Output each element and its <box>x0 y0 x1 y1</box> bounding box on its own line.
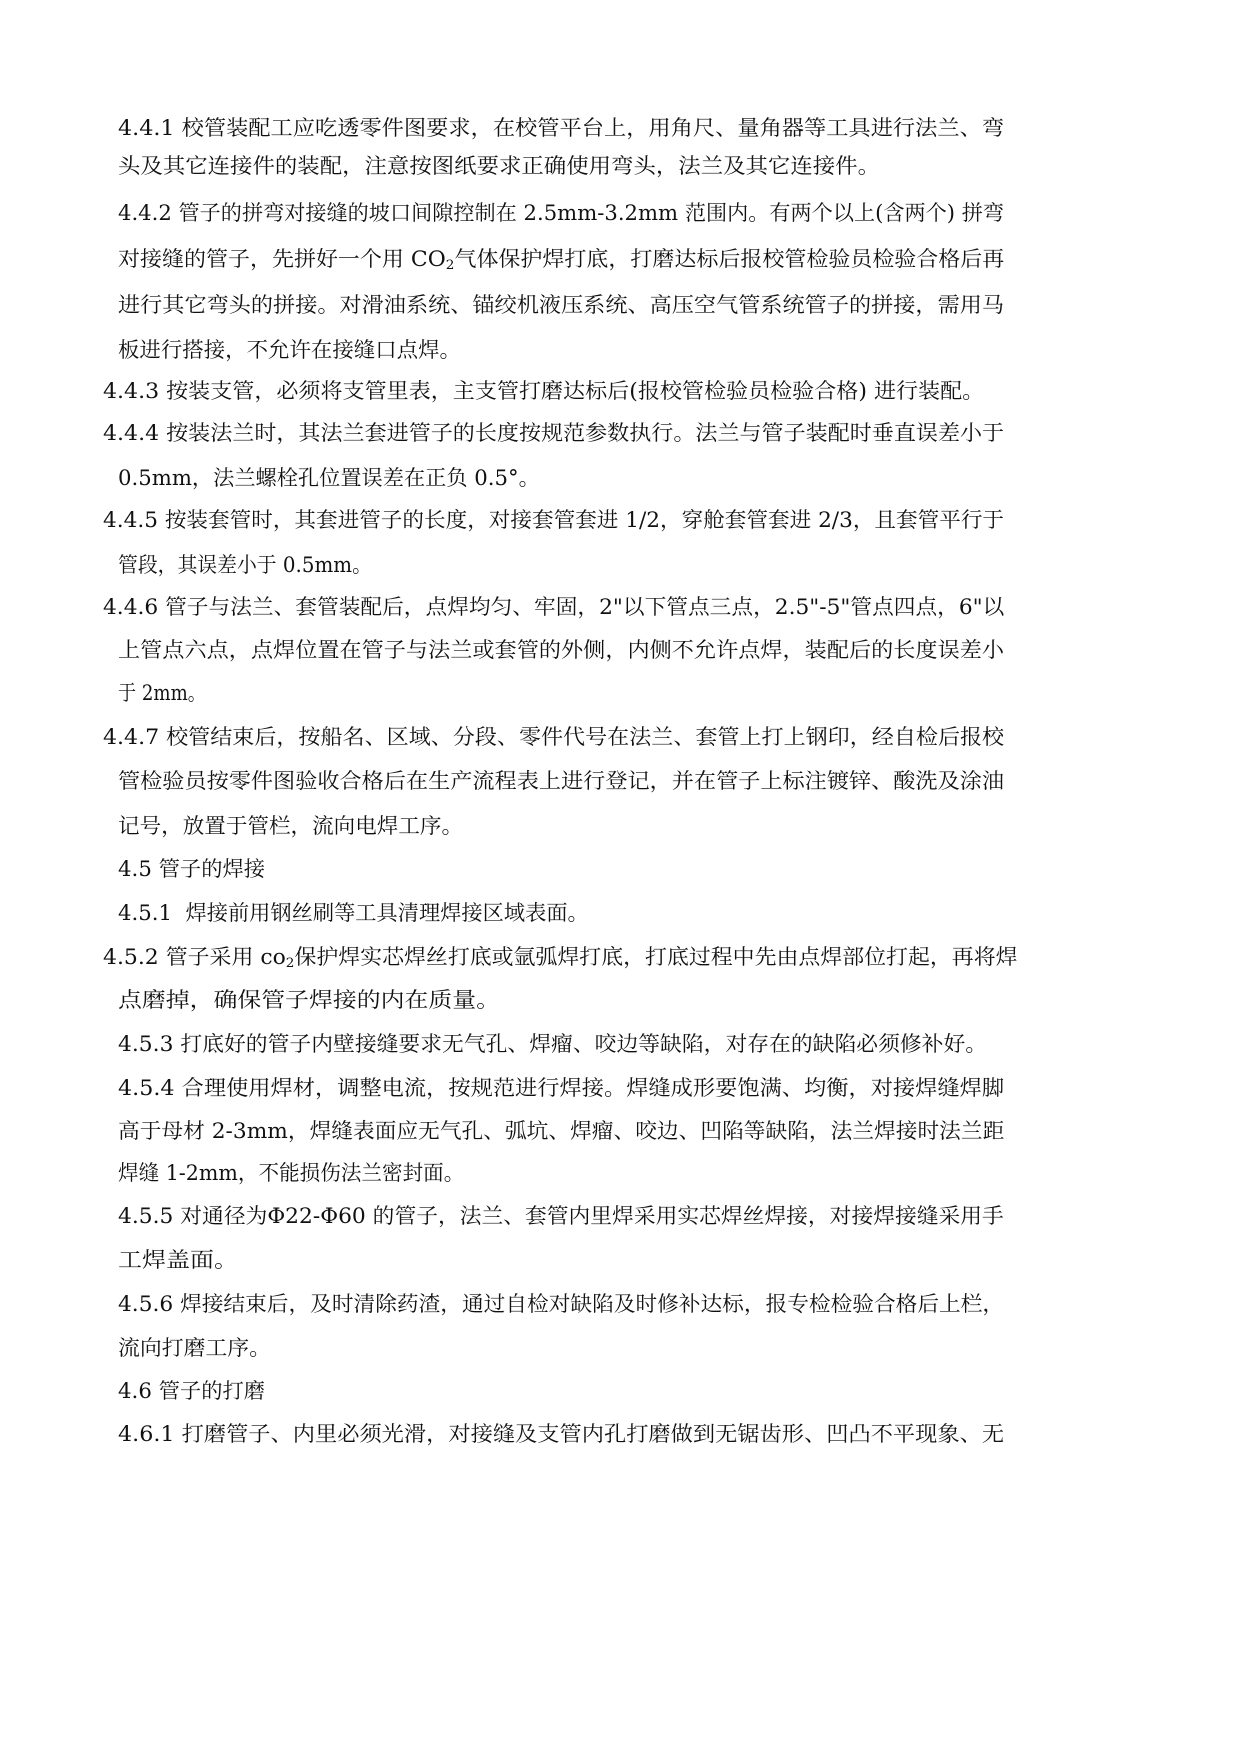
paragraph-4-4-2-line-2 <box>118 244 1004 274</box>
paragraph-4-5-6-line-1: 4.5.6 焊接结束后，及时清除药渣，通过自检对缺陷及时修补达标，报专检检验合格后上栏， <box>118 1292 1005 1316</box>
subscript: 2 <box>445 258 455 273</box>
subscript: 2 <box>285 956 295 971</box>
paragraph-4-4-1-line-2: 头及其它连接件的装配，注意按图纸要求正确使用弯头，法兰及其它连接件。 <box>118 154 880 178</box>
paragraph-4-4-7-line-3: 记号，放置于管栏，流向电焊工序。 <box>118 814 464 838</box>
paragraph-4-6-line-1: 4.6 管子的打磨 <box>118 1379 266 1403</box>
paragraph-4-4-4-line-1: 4.4.4 按装法兰时，其法兰套进管子的长度按规范参数执行。法兰与管子装配时垂直误差小于 <box>103 421 1005 445</box>
paragraph-4-4-3-line-1: 4.4.3 按装支管，必须将支管里表，主支管打磨达标后(报校管检验员检验合格) 进行装配。 <box>103 379 985 403</box>
paragraph-4-4-6-line-1: 4.4.6 管子与法兰、套管装配后，点焊均匀、牢固，2"以下管点三点，2.5"-5"管点四点，6"以 <box>103 595 1005 619</box>
paragraph-4-4-6-line-3: 于 2mm。 <box>118 681 206 705</box>
paragraph-4-4-1-line-1: 4.4.1 校管装配工应吃透零件图要求，在校管平台上，用角尺、量角器等工具进行法兰、弯 <box>118 116 1005 140</box>
paragraph-4-4-5-line-1: 4.4.5 按装套管时，其套进管子的长度，对接套管套进 1/2，穿舱套管套进 2/3，且套管平行于 <box>103 508 1005 532</box>
paragraph-4-5-4-line-2: 高于母材 2-3mm，焊缝表面应无气孔、弧坑、焊瘤、咬边、凹陷等缺陷，法兰焊接时法兰距 <box>118 1119 1005 1143</box>
paragraph-4-4-5-line-2: 管段，其误差小于 0.5mm。 <box>118 553 372 577</box>
text-run: 4.5.2 管子采用 co <box>103 945 286 969</box>
paragraph-4-6-1-line-1: 4.6.1 打磨管子、内里必须光滑，对接缝及支管内孔打磨做到无锯齿形、凹凸不平现象、无 <box>118 1422 1005 1446</box>
paragraph-4-4-2-line-3: 进行其它弯头的拼接。对滑油系统、锚绞机液压系统、高压空气管系统管子的拼接，需用马 <box>118 293 1005 317</box>
paragraph-4-5-4-line-1: 4.5.4 合理使用焊材，调整电流，按规范进行焊接。焊缝成形要饱满、均衡，对接焊缝焊脚 <box>118 1076 1005 1100</box>
paragraph-4-5-2-line-1 <box>103 942 1018 972</box>
paragraph-4-5-5-line-2: 工焊盖面。 <box>118 1248 239 1272</box>
paragraph-4-4-7-line-1: 4.4.7 校管结束后，按船名、区域、分段、零件代号在法兰、套管上打上钢印，经自检后报校 <box>103 725 1005 749</box>
text-run: 气体保护焊打底，打磨达标后报校管检验员检验合格后再 <box>454 247 1005 271</box>
paragraph-4-4-6-line-2: 上管点六点，点焊位置在管子与法兰或套管的外侧，内侧不允许点焊，装配后的长度误差小 <box>118 638 1005 662</box>
paragraph-4-5-5-line-1: 4.5.5 对通径为Φ22-Φ60 的管子，法兰、套管内里焊采用实芯焊丝焊接，对接焊接缝采用手 <box>118 1204 1004 1228</box>
paragraph-4-5-4-line-3: 焊缝 1-2mm，不能损伤法兰密封面。 <box>118 1161 465 1185</box>
paragraph-4-5-3-line-1: 4.5.3 打底好的管子内壁接缝要求无气孔、焊瘤、咬边等缺陷，对存在的缺陷必须修补好。 <box>118 1032 988 1056</box>
paragraph-4-5-line-1: 4.5 管子的焊接 <box>118 857 266 881</box>
paragraph-4-5-2-line-2: 点磨掉，确保管子焊接的内在质量。 <box>118 988 500 1012</box>
paragraph-4-4-7-line-2: 管检验员按零件图验收合格后在生产流程表上进行登记，并在管子上标注镀锌、酸洗及涂油 <box>118 769 1005 793</box>
text-run: 对接缝的管子，先拼好一个用 CO <box>118 247 446 271</box>
paragraph-4-5-6-line-2: 流向打磨工序。 <box>118 1336 271 1360</box>
paragraph-4-4-2-line-1: 4.4.2 管子的拼弯对接缝的坡口间隙控制在 2.5mm-3.2mm 范围内。有两个以上(含两个) 拼弯 <box>118 201 1005 225</box>
paragraph-4-5-1-line-1: 4.5.1 焊接前用钢丝刷等工具清理焊接区域表面。 <box>118 901 589 925</box>
paragraph-4-4-4-line-2: 0.5mm，法兰螺栓孔位置误差在正负 0.5°。 <box>118 466 540 490</box>
text-run: 保护焊实芯焊丝打底或氩弧焊打底，打底过程中先由点焊部位打起，再将焊 <box>294 945 1018 969</box>
paragraph-4-4-2-line-4: 板进行搭接，不允许在接缝口点焊。 <box>118 338 461 362</box>
